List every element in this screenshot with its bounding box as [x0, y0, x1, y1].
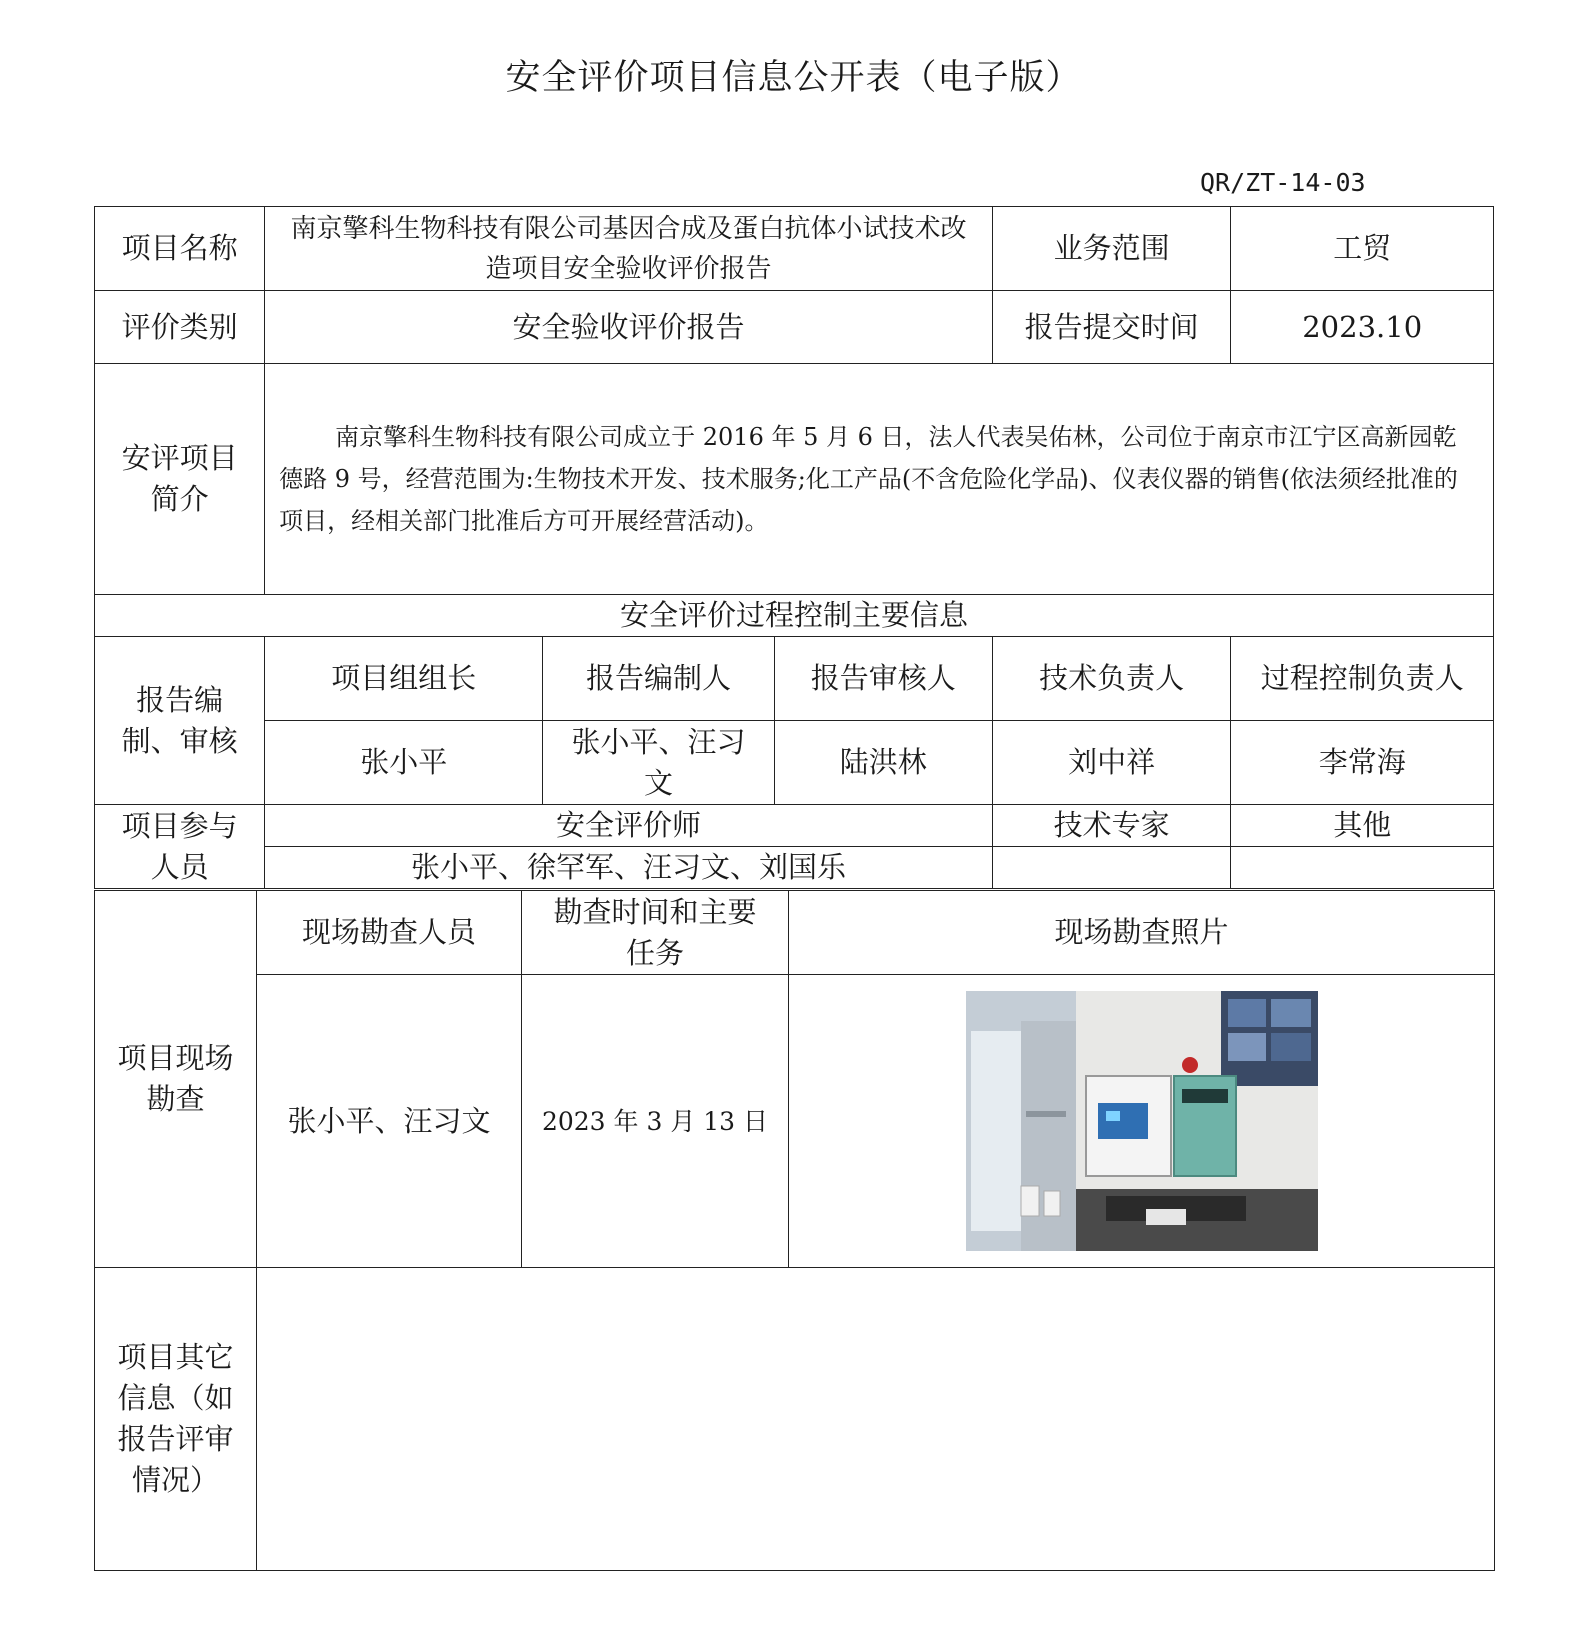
process-control-heading: 安全评价过程控制主要信息	[95, 595, 1494, 637]
submit-time-label: 报告提交时间	[992, 291, 1230, 364]
site-survey-photo	[966, 991, 1318, 1251]
row-participant-headers	[95, 805, 1494, 847]
row-survey-values	[95, 975, 1495, 1268]
row-project-name	[95, 207, 1494, 291]
submit-time-value: 2023.10	[1231, 291, 1494, 364]
participant-others	[1231, 847, 1494, 889]
participant-header-expert: 技术专家	[992, 805, 1230, 847]
report-compile-label: 报告编制、审核	[95, 637, 265, 805]
survey-date: 2023 年 3 月 13 日	[522, 975, 789, 1268]
survey-photo-cell	[789, 975, 1495, 1268]
row-process-control	[95, 595, 1494, 637]
survey-staff: 张小平、汪习文	[257, 975, 522, 1268]
participant-header-other: 其他	[1231, 805, 1494, 847]
team-name-tech-lead: 刘中祥	[992, 721, 1230, 805]
eval-category-label: 评价类别	[95, 291, 265, 364]
team-name-compiler: 张小平、汪习文	[543, 721, 774, 805]
row-eval-category	[95, 291, 1494, 364]
business-scope-value: 工贸	[1231, 207, 1494, 291]
survey-header-time: 勘查时间和主要任务	[522, 891, 789, 975]
row-participant-values	[95, 847, 1494, 889]
team-header-process-lead: 过程控制负责人	[1231, 637, 1494, 721]
project-intro-label: 安评项目简介	[95, 364, 265, 595]
other-info-label: 项目其它信息（如报告评审情况）	[95, 1268, 257, 1571]
row-project-intro	[95, 364, 1494, 595]
row-other-info	[95, 1268, 1495, 1571]
info-table	[94, 206, 1494, 889]
team-header-tech-lead: 技术负责人	[992, 637, 1230, 721]
team-header-reviewer: 报告审核人	[774, 637, 992, 721]
survey-header-photo: 现场勘查照片	[789, 891, 1495, 975]
survey-header-staff: 现场勘查人员	[257, 891, 522, 975]
team-name-reviewer: 陆洪林	[774, 721, 992, 805]
page-title: 安全评价项目信息公开表（电子版）	[505, 58, 1082, 98]
other-info-value	[257, 1268, 1495, 1571]
project-intro-text: 南京擎科生物科技有限公司成立于 2016 年 5 月 6 日，法人代表吴佑林，公司位于南京市江宁区高新园乾德路 9 号，经营范围为:生物技术开发、技术服务;化工产品(不含危险化学品)、仪表仪器的销售(依法须经批准的项目，经相关部门批准后方可开展经营活动)。	[279, 423, 1458, 535]
participant-experts	[992, 847, 1230, 889]
row-report-headers	[95, 637, 1494, 721]
participants-label: 项目参与人员	[95, 805, 265, 889]
business-scope-label: 业务范围	[992, 207, 1230, 291]
eval-category-value: 安全验收评价报告	[265, 291, 993, 364]
team-name-process-lead: 李常海	[1231, 721, 1494, 805]
row-report-names	[95, 721, 1494, 805]
participant-header-evaluator: 安全评价师	[265, 805, 993, 847]
row-survey-headers	[95, 891, 1495, 975]
team-header-leader: 项目组组长	[265, 637, 543, 721]
form-code: QR/ZT-14-03	[1200, 168, 1366, 197]
project-intro-cell	[265, 364, 1494, 595]
participant-evaluators: 张小平、徐罕军、汪习文、刘国乐	[265, 847, 993, 889]
project-name-label: 项目名称	[95, 207, 265, 291]
team-header-compiler: 报告编制人	[543, 637, 774, 721]
team-name-leader: 张小平	[265, 721, 543, 805]
site-survey-label: 项目现场勘查	[95, 891, 257, 1268]
survey-table	[94, 890, 1495, 1571]
project-name-value: 南京擎科生物科技有限公司基因合成及蛋白抗体小试技术改造项目安全验收评价报告	[265, 207, 993, 291]
